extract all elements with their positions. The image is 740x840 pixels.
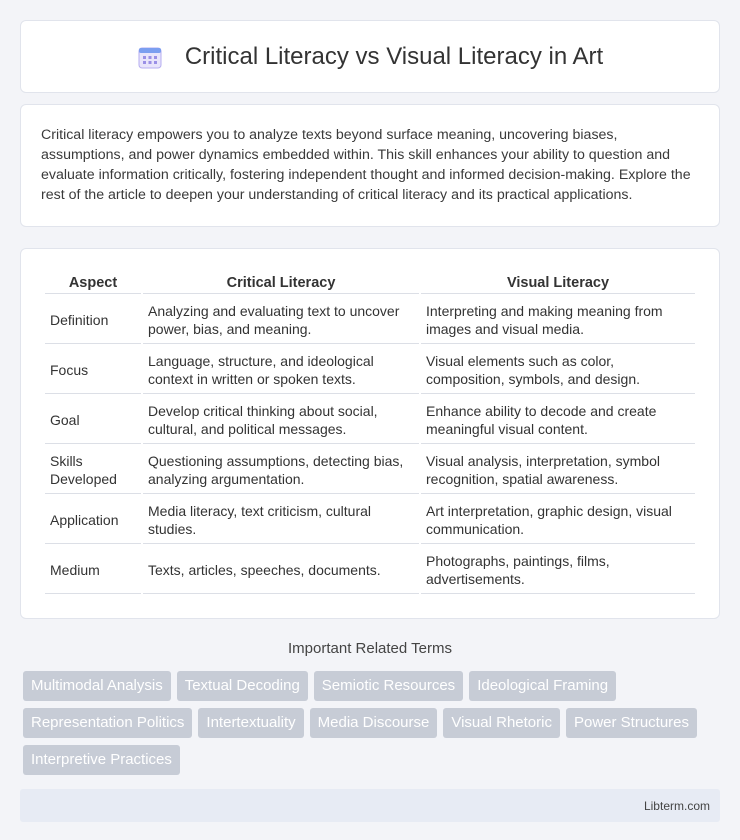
table-row (45, 446, 695, 494)
row-visual: Interpreting and making meaning from images and visual media. (421, 296, 695, 344)
row-visual: Art interpretation, graphic design, visual communication. (421, 496, 695, 544)
page-title: Critical Literacy vs Visual Literacy in Art (184, 42, 604, 70)
calendar-grid-icon (137, 44, 163, 70)
comparison-table (43, 269, 697, 596)
row-critical: Analyzing and evaluating text to uncover power, bias, and meaning. (143, 296, 419, 344)
table-row (45, 496, 695, 544)
related-terms-title: Important Related Terms (288, 640, 452, 657)
intro-text: Critical literacy empowers you to analyze texts beyond surface meaning, uncovering biases, assumptions, and power dynamics embedded within. This skill enhances your ability to question and evaluate information critically, fostering independent thought and informed decision-making. Explore the rest of the article to deepen your understanding of critical literacy and its practical applications. (41, 127, 691, 203)
header-card (20, 20, 720, 93)
tag-intertextuality[interactable]: Intertextuality (198, 708, 303, 738)
row-visual: Visual elements such as color, composition, symbols, and design. (421, 346, 695, 394)
tag-power-structures[interactable]: Power Structures (566, 708, 697, 738)
row-visual: Enhance ability to decode and create meaningful visual content. (421, 396, 695, 444)
footer-site-link[interactable]: Libterm.com (643, 798, 710, 813)
row-visual: Visual analysis, interpretation, symbol recognition, spatial awareness. (421, 446, 695, 494)
table-header-row (45, 271, 695, 294)
intro-card (20, 104, 720, 227)
row-critical: Questioning assumptions, detecting bias, analyzing argumentation. (143, 446, 419, 494)
row-visual: Photographs, paintings, films, advertisements. (421, 546, 695, 594)
related-terms-tags (20, 671, 720, 775)
tag-semiotic-resources[interactable]: Semiotic Resources (314, 671, 463, 701)
row-critical: Develop critical thinking about social, cultural, and political messages. (143, 396, 419, 444)
tag-media-discourse[interactable]: Media Discourse (310, 708, 438, 738)
row-aspect: Definition (45, 296, 141, 344)
table-row (45, 296, 695, 344)
row-aspect: Application (45, 496, 141, 544)
tag-ideological-framing[interactable]: Ideological Framing (469, 671, 616, 701)
table-row (45, 346, 695, 394)
row-aspect: Skills Developed (45, 446, 141, 494)
tag-textual-decoding[interactable]: Textual Decoding (177, 671, 308, 701)
tag-multimodal-analysis[interactable]: Multimodal Analysis (23, 671, 171, 701)
table-row (45, 396, 695, 444)
row-aspect: Focus (45, 346, 141, 394)
related-terms-section (20, 640, 720, 775)
header-critical-literacy: Critical Literacy (143, 271, 419, 294)
header-visual-literacy: Visual Literacy (421, 271, 695, 294)
row-critical: Media literacy, text criticism, cultural studies. (143, 496, 419, 544)
row-aspect: Medium (45, 546, 141, 594)
tag-representation-politics[interactable]: Representation Politics (23, 708, 192, 738)
row-aspect: Goal (45, 396, 141, 444)
footer (20, 789, 720, 822)
row-critical: Texts, articles, speeches, documents. (143, 546, 419, 594)
tag-visual-rhetoric[interactable]: Visual Rhetoric (443, 708, 560, 738)
table-row (45, 546, 695, 594)
header-aspect: Aspect (45, 271, 141, 294)
comparison-table-card (20, 248, 720, 619)
tag-interpretive-practices[interactable]: Interpretive Practices (23, 745, 180, 775)
row-critical: Language, structure, and ideological context in written or spoken texts. (143, 346, 419, 394)
